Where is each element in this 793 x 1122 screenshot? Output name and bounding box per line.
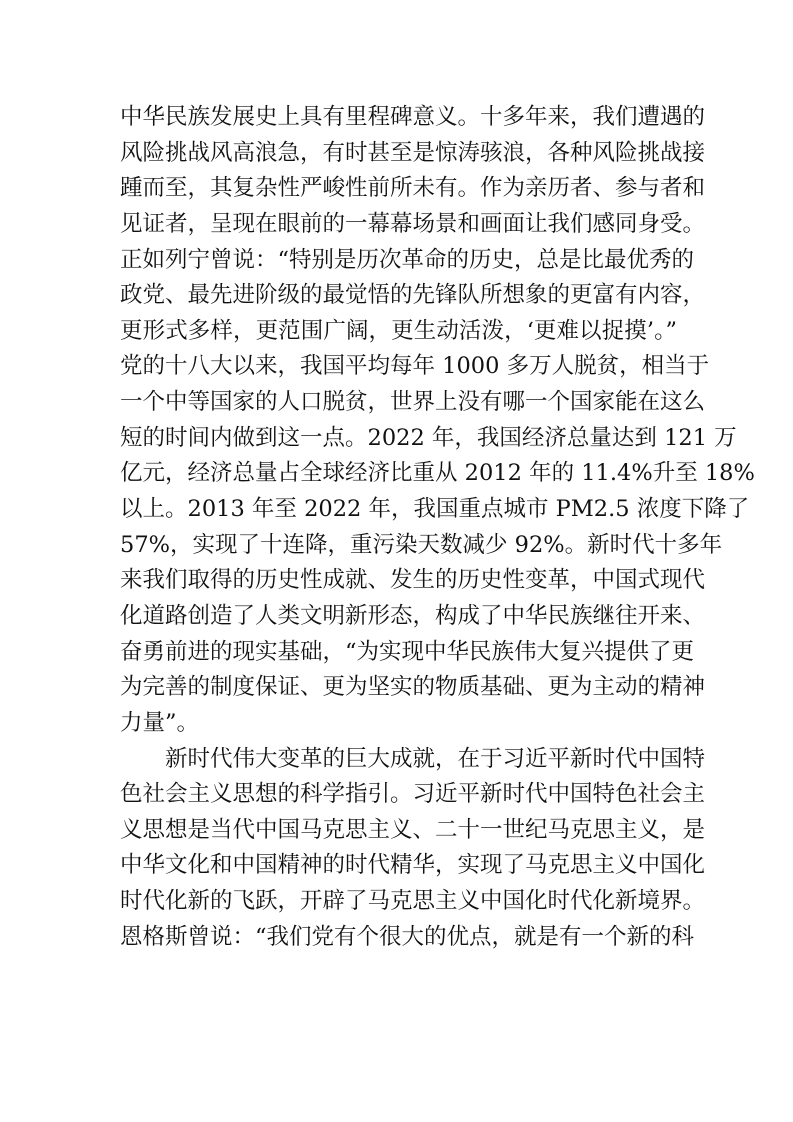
text-line: 时代化新的飞跃，开辟了马克思主义中国化时代化新境界。: [120, 888, 706, 915]
text-line: 亿元，经济总量占全球经济比重从 2012 年的 11.4%升至 18%: [120, 460, 755, 487]
text-line: 中华文化和中国精神的时代精华，实现了马克思主义中国化: [120, 852, 706, 879]
text-line: 中华民族发展史上具有里程碑意义。十多年来，我们遭遇的: [120, 104, 706, 130]
paragraph: [120, 100, 755, 742]
text-line: 见证者，呈现在眼前的一幕幕场景和画面让我们感同身受。: [120, 210, 706, 237]
text-line: 色社会主义思想的科学指引。习近平新时代中国特色社会主: [120, 781, 706, 808]
text-line: 奋勇前进的现实基础，“为实现中华民族伟大复兴提供了更: [120, 638, 695, 665]
text-line: 一个中等国家的人口脱贫，世界上没有哪一个国家能在这么: [120, 389, 706, 416]
text-line: 风险挑战风高浪急，有时甚至是惊涛骇浪，各种风险挑战接: [120, 139, 706, 166]
text-line: 来我们取得的历史性成就、发生的历史性变革，中国式现代: [120, 567, 706, 594]
text-line: 正如列宁曾说：“特别是历次革命的历史，总是比最优秀的: [120, 246, 695, 273]
text-line: 更形式多样，更范围广阔，更生动活泼，‘更难以捉摸’。”: [120, 317, 677, 344]
text-line: 党的十八大以来，我国平均每年 1000 多万人脱贫，相当于: [120, 353, 710, 380]
text-line: 短的时间内做到这一点。2022 年，我国经济总量达到 121 万: [120, 424, 737, 451]
text-line: 以上。2013 年至 2022 年，我国重点城市 PM2.5 浓度下降了: [120, 496, 750, 523]
text-line: 新时代伟大变革的巨大成就，在于习近平新时代中国特: [165, 745, 706, 772]
text-line: 为完善的制度保证、更为坚实的物质基础、更为主动的精神: [120, 674, 706, 701]
text-line: 踵而至，其复杂性严峻性前所未有。作为亲历者、参与者和: [120, 175, 706, 202]
text-line: 政党、最先进阶级的最觉悟的先锋队所想象的更富有内容，: [120, 282, 706, 309]
text-line: 义思想是当代中国马克思主义、二十一世纪马克思主义，是: [120, 816, 706, 843]
text-line: 57%，实现了十连降，重污染天数减少 92%。新时代十多年: [120, 531, 723, 558]
text-line: 恩格斯曾说：“我们党有个很大的优点，就是有一个新的科: [120, 923, 695, 950]
text-line: 力量”。: [120, 709, 200, 736]
paragraph: [120, 742, 706, 956]
document-page: [120, 100, 755, 955]
text-line: 化道路创造了人类文明新形态，构成了中华民族继往开来、: [120, 602, 706, 629]
